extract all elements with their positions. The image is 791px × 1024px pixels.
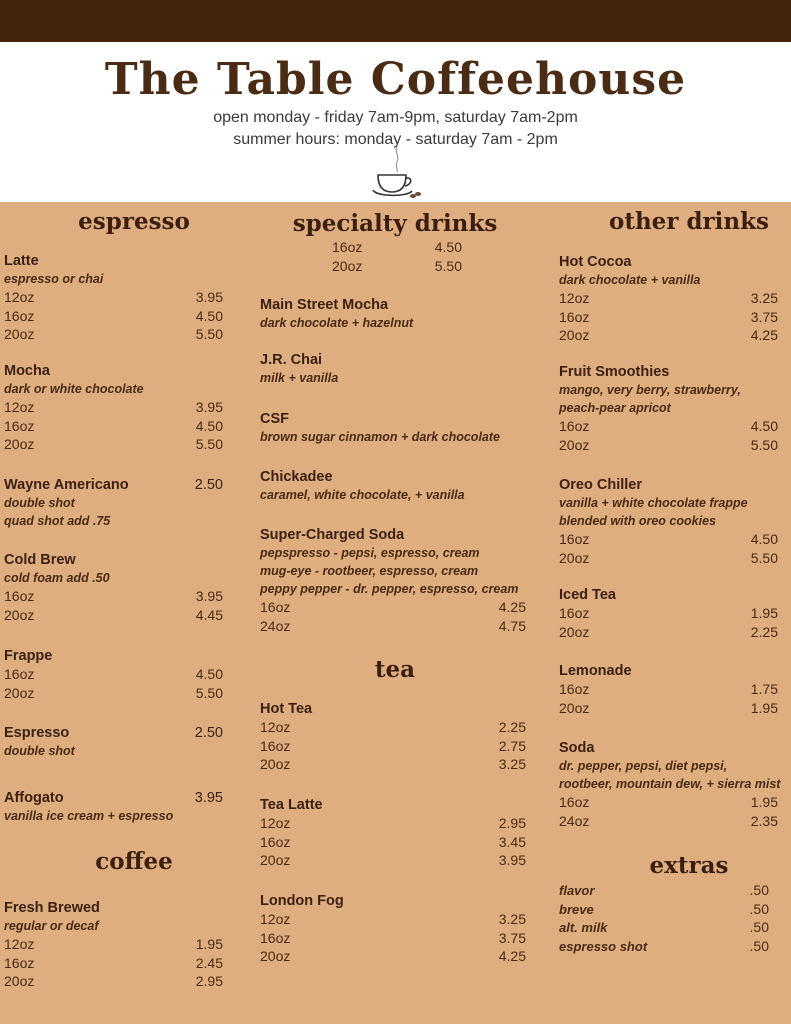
item-description: regular or decaf <box>4 919 99 933</box>
section-title-coffee: coffee <box>95 848 173 875</box>
size-label: 16oz <box>559 605 590 621</box>
item-name-label: Fresh Brewed <box>4 900 100 916</box>
item-name-label: Espresso <box>4 725 70 741</box>
item-name <box>260 410 526 428</box>
size-price: 1.95 <box>750 794 778 810</box>
item-price: 2.50 <box>194 725 223 741</box>
size-price: 4.50 <box>434 239 462 255</box>
item-description: milk + vanilla <box>260 371 339 385</box>
item-description: caramel, white chocolate, + vanilla <box>260 488 465 502</box>
size-price-row <box>4 684 223 703</box>
size-price: 1.75 <box>750 681 778 697</box>
size-label: 20oz <box>332 257 363 274</box>
size-price-row <box>559 308 778 327</box>
size-price-row <box>4 398 223 417</box>
size-label: 16oz <box>559 531 590 547</box>
size-price-row <box>559 530 778 549</box>
size-price: 2.95 <box>195 973 223 989</box>
extra-row-espresso-shot <box>559 937 769 956</box>
size-label: 16oz <box>559 308 590 325</box>
item-description: dark chocolate + hazelnut <box>260 316 414 330</box>
size-price: 5.50 <box>195 326 223 342</box>
size-price: 4.50 <box>750 531 778 547</box>
size-label: 20oz <box>559 699 590 716</box>
size-price: 1.95 <box>750 605 778 621</box>
item-description: vanilla ice cream + espresso <box>4 809 174 823</box>
section-title-espresso: espresso <box>78 208 190 235</box>
item-name <box>4 476 223 494</box>
item-description: dark or white chocolate <box>4 382 144 396</box>
size-price: 3.95 <box>195 399 223 415</box>
size-price-row <box>260 851 526 870</box>
item-name <box>559 739 778 757</box>
menu-item-iced-tea <box>559 586 778 641</box>
item-description: vanilla + white chocolate frappe <box>559 496 748 510</box>
size-price-row <box>260 598 526 617</box>
item-name-label: Affogato <box>4 790 64 806</box>
size-label: 20oz <box>260 852 291 868</box>
extra-price: .50 <box>749 882 769 898</box>
item-name-label: Tea Latte <box>260 797 323 813</box>
size-price-row <box>260 617 526 636</box>
extra-row-alt-milk <box>559 918 769 937</box>
extra-label: flavor <box>559 883 595 898</box>
size-price: 2.25 <box>750 623 778 640</box>
size-label: 20oz <box>4 326 35 342</box>
size-price-row <box>260 833 526 852</box>
item-description: peach-pear apricot <box>559 401 671 415</box>
section-title-other: other drinks <box>609 208 769 235</box>
size-price: 3.25 <box>498 756 526 772</box>
size-price-row <box>559 604 778 623</box>
menu-item-soda <box>559 739 781 830</box>
menu-item-super-charged-soda <box>260 526 526 635</box>
size-price: 2.45 <box>195 954 223 971</box>
size-price-row <box>4 288 223 307</box>
item-name <box>559 662 778 680</box>
item-price: 3.95 <box>194 790 223 806</box>
header <box>0 42 791 202</box>
size-price-row <box>260 929 526 948</box>
page-title: The Table Coffeehouse <box>104 54 687 105</box>
extra-label: espresso shot <box>559 938 648 954</box>
size-price: 5.50 <box>750 436 778 453</box>
size-label: 12oz <box>260 719 291 735</box>
size-label: 20oz <box>260 948 291 964</box>
menu-item-latte <box>4 252 223 344</box>
item-name <box>4 724 223 742</box>
item-price: 2.50 <box>194 477 223 493</box>
size-price: 4.45 <box>195 606 223 623</box>
size-price: 5.50 <box>434 257 462 274</box>
size-price: 5.50 <box>195 436 223 452</box>
item-name-label: Hot Cocoa <box>559 254 632 270</box>
item-name-label: Lemonade <box>559 663 632 679</box>
extra-price: .50 <box>749 937 769 954</box>
size-price: 4.50 <box>195 666 223 682</box>
size-price: 2.25 <box>498 719 526 735</box>
size-price-row <box>559 549 778 568</box>
extras-list <box>559 881 769 955</box>
size-price: 3.95 <box>195 588 223 604</box>
item-name <box>559 476 778 494</box>
size-label: 16oz <box>260 737 291 754</box>
size-label: 16oz <box>260 833 291 850</box>
item-description: mug-eye - rootbeer, espresso, cream <box>260 564 479 578</box>
size-price: 4.25 <box>750 327 778 343</box>
size-price: 4.50 <box>195 417 223 434</box>
size-label: 20oz <box>4 684 35 701</box>
item-name <box>260 351 526 369</box>
item-name <box>4 789 223 807</box>
item-description: quad shot add .75 <box>4 514 111 528</box>
size-label: 20oz <box>559 549 590 566</box>
item-name <box>4 899 223 917</box>
item-name <box>260 892 526 910</box>
size-price: 2.95 <box>498 815 526 831</box>
size-price: 3.25 <box>498 911 526 927</box>
menu-item-wayne-americano <box>4 476 223 530</box>
item-name <box>559 253 778 271</box>
size-price: 2.35 <box>750 812 778 829</box>
size-label: 12oz <box>260 815 291 831</box>
menu-item-csf <box>260 410 526 446</box>
size-price-row <box>4 417 223 436</box>
size-price-row <box>4 935 223 954</box>
size-label: 12oz <box>4 399 35 415</box>
size-price-row <box>559 326 778 345</box>
menu-item-espresso <box>4 724 223 760</box>
top-bar <box>0 0 791 42</box>
coffee-cup-icon <box>370 144 422 200</box>
menu-item-cold-brew <box>4 551 223 624</box>
size-label: 16oz <box>559 794 590 810</box>
item-name-label: Wayne Americano <box>4 477 129 493</box>
size-price-row <box>4 587 223 606</box>
size-price-row <box>559 436 778 455</box>
item-name-label: Frappe <box>4 648 53 664</box>
size-price: 3.95 <box>195 289 223 305</box>
menu-item-fresh-brewed <box>4 899 223 991</box>
specialty-sizes <box>332 238 462 275</box>
item-description: dark chocolate + vanilla <box>559 273 701 287</box>
menu-item-oreo-chiller <box>559 476 778 567</box>
size-price: 4.25 <box>498 948 526 964</box>
item-name-label: London Fog <box>260 893 344 909</box>
size-price: 3.95 <box>498 852 526 868</box>
item-name-label: Oreo Chiller <box>559 477 642 493</box>
menu-item-lemonade <box>559 662 778 717</box>
size-price: 3.75 <box>750 308 778 325</box>
item-name-label: CSF <box>260 411 289 427</box>
size-label: 20oz <box>559 327 590 343</box>
size-label: 16oz <box>4 588 35 604</box>
menu-item-main-street-mocha <box>260 296 526 332</box>
size-label: 20oz <box>4 973 35 989</box>
hours-regular: open monday - friday 7am-9pm, saturday 7am-2pm <box>213 109 578 126</box>
menu-item-london-fog <box>260 892 526 966</box>
size-label: 16oz <box>559 418 590 434</box>
menu-panel <box>0 202 791 1024</box>
section-title-extras: extras <box>649 852 729 879</box>
item-name <box>559 363 778 381</box>
item-description: dr. pepper, pepsi, diet pepsi, <box>559 759 728 773</box>
size-price: 4.75 <box>498 617 526 634</box>
item-name-label: Super-Charged Soda <box>260 527 405 543</box>
size-price-row <box>559 812 778 831</box>
item-name <box>4 362 223 380</box>
size-price-row <box>559 289 778 308</box>
item-description: espresso or chai <box>4 272 104 286</box>
size-price-row <box>260 814 526 833</box>
size-price-row <box>4 435 223 454</box>
item-description: rootbeer, mountain dew, + sierra mist <box>559 777 781 791</box>
menu-item-hot-tea <box>260 700 526 774</box>
menu-item-frappe <box>4 647 223 702</box>
size-label: 12oz <box>559 290 590 306</box>
size-label: 24oz <box>559 812 590 829</box>
size-price-row <box>559 680 778 699</box>
item-name <box>559 586 778 604</box>
item-description: peppy pepper - dr. pepper, espresso, cream <box>260 582 519 596</box>
item-name <box>260 796 526 814</box>
size-price-row <box>4 606 223 625</box>
menu-item-fruit-smoothies <box>559 363 778 454</box>
item-name-label: J.R. Chai <box>260 352 323 368</box>
size-price-row <box>4 307 223 326</box>
item-name-label: Soda <box>559 740 595 756</box>
size-price-row <box>260 737 526 756</box>
menu-item-chickadee <box>260 468 526 504</box>
extra-row-breve <box>559 900 769 919</box>
extra-row-flavor <box>559 881 769 900</box>
item-description: mango, very berry, strawberry, <box>559 383 741 397</box>
item-name-label: Iced Tea <box>559 587 616 603</box>
menu-item-affogato <box>4 789 223 825</box>
size-price: 5.50 <box>750 549 778 566</box>
size-price-row <box>260 910 526 929</box>
specialty-size-row <box>332 257 462 276</box>
size-label: 16oz <box>260 929 291 946</box>
size-price: 3.45 <box>498 833 526 850</box>
menu-item-tea-latte <box>260 796 526 870</box>
size-label: 24oz <box>260 617 291 634</box>
size-price-row <box>559 793 778 812</box>
size-price: 5.50 <box>195 684 223 701</box>
size-label: 20oz <box>559 436 590 453</box>
section-title-specialty: specialty drinks <box>292 210 498 237</box>
size-label: 20oz <box>4 436 35 452</box>
item-description: pepspresso - pepsi, espresso, cream <box>260 546 480 560</box>
hours-summer: summer hours: monday - saturday 7am - 2pm <box>233 131 558 148</box>
item-description: double shot <box>4 496 75 510</box>
item-name-label: Main Street Mocha <box>260 297 389 313</box>
item-name-label: Mocha <box>4 363 50 379</box>
size-price-row <box>4 325 223 344</box>
section-title-tea: tea <box>374 656 416 683</box>
item-name-label: Latte <box>4 253 39 269</box>
item-name-label: Chickadee <box>260 469 333 485</box>
size-label: 12oz <box>260 911 291 927</box>
item-name <box>260 296 526 314</box>
item-name <box>4 551 223 569</box>
size-price: 3.25 <box>750 290 778 306</box>
size-label: 20oz <box>559 623 590 640</box>
size-price: 3.75 <box>498 929 526 946</box>
item-name <box>260 526 526 544</box>
item-description: blended with oreo cookies <box>559 514 716 528</box>
size-price-row <box>559 699 778 718</box>
size-label: 16oz <box>4 307 35 324</box>
extra-price: .50 <box>749 919 769 935</box>
size-price-row <box>260 718 526 737</box>
size-label: 12oz <box>4 936 35 952</box>
size-label: 16oz <box>4 954 35 971</box>
size-price: 4.50 <box>195 307 223 324</box>
size-price-row <box>4 665 223 684</box>
menu-item-j-r-chai <box>260 351 526 387</box>
size-label: 16oz <box>4 666 35 682</box>
size-label: 16oz <box>332 239 363 255</box>
size-price: 4.50 <box>750 418 778 434</box>
size-price-row <box>559 417 778 436</box>
size-price: 2.75 <box>498 737 526 754</box>
extra-price: .50 <box>749 900 769 917</box>
size-price: 4.25 <box>498 599 526 615</box>
menu-item-mocha <box>4 362 223 454</box>
size-price-row <box>260 755 526 774</box>
item-description: double shot <box>4 744 75 758</box>
menu-item-hot-cocoa <box>559 253 778 345</box>
size-price: 1.95 <box>195 936 223 952</box>
item-name-label: Hot Tea <box>260 701 313 717</box>
size-price-row <box>260 947 526 966</box>
size-price: 1.95 <box>750 699 778 716</box>
size-price-row <box>559 623 778 642</box>
item-name <box>260 700 526 718</box>
size-label: 16oz <box>4 417 35 434</box>
size-price-row <box>4 954 223 973</box>
size-price-row <box>4 972 223 991</box>
item-name <box>4 252 223 270</box>
item-description: brown sugar cinnamon + dark chocolate <box>260 430 500 444</box>
specialty-size-row <box>332 238 462 257</box>
item-name-label: Cold Brew <box>4 552 76 568</box>
item-name-label: Fruit Smoothies <box>559 364 670 380</box>
size-label: 16oz <box>559 681 590 697</box>
size-label: 16oz <box>260 599 291 615</box>
extra-label: alt. milk <box>559 920 608 935</box>
size-label: 20oz <box>4 606 35 623</box>
size-label: 20oz <box>260 756 291 772</box>
item-description: cold foam add .50 <box>4 571 110 585</box>
item-name <box>260 468 526 486</box>
item-name <box>4 647 223 665</box>
size-label: 12oz <box>4 289 35 305</box>
extra-label: breve <box>559 901 594 917</box>
